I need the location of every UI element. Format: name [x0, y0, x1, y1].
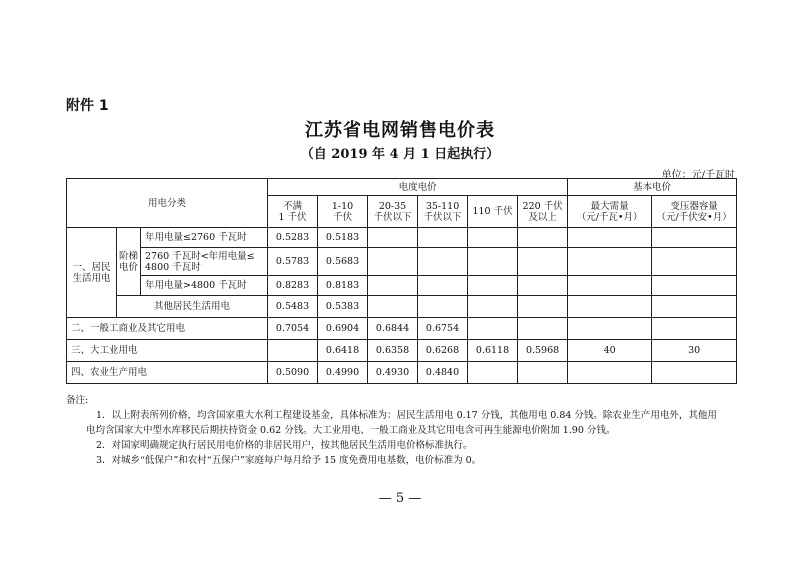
table-row: [67, 318, 737, 340]
table-cell: 0.8183: [318, 276, 368, 296]
tier2-label: 2760 千瓦时<年用电量≤ 4800 千瓦时: [141, 248, 268, 276]
table-row: [67, 276, 737, 296]
table-cell: 0.5968: [518, 340, 568, 362]
note-3: 3．对城乡“低保户”和农村“五保户”家庭每户每月给予 15 度免费用电基数，电价标准为 0。: [96, 455, 482, 466]
agriculture-label: 四、农业生产用电: [67, 362, 268, 384]
basic-price-header: 基本电价: [568, 179, 737, 196]
transformer-capacity-header: 变压器容量 （元/千伏安•月）: [652, 196, 737, 228]
page-number: — 5 —: [378, 491, 422, 506]
industrial-label: 三、大工业用电: [67, 340, 268, 362]
table-cell: 30: [652, 340, 737, 362]
table-cell: 0.6904: [318, 318, 368, 340]
table-cell: 0.5383: [318, 296, 368, 318]
table-cell: 0.5483: [268, 296, 318, 318]
voltage-header-110kv: 110 千伏: [468, 196, 518, 228]
tier3-label: 年用电量>4800 千瓦时: [141, 276, 268, 296]
table-cell: 0.4990: [318, 362, 368, 384]
table-cell: 0.6268: [418, 340, 468, 362]
category-header: 用电分类: [67, 179, 268, 228]
voltage-header-20-35kv: 20-35 千伏以下: [368, 196, 418, 228]
table-row: [67, 362, 737, 384]
table-row: [67, 296, 737, 318]
table-cell: 0.6118: [468, 340, 518, 362]
voltage-header-under-1kv: 不满 1 千伏: [268, 196, 318, 228]
max-demand-header: 最大需量 （元/千瓦•月）: [568, 196, 652, 228]
voltage-header-35-110kv: 35-110 千伏以下: [418, 196, 468, 228]
notes-heading: 备注:: [66, 395, 89, 406]
note-1-line-2: 电均含国家大中型水库移民后期扶持资金 0.62 分钱。大工业用电、一般工商业及其它用电含可再生能源电价附加 1.90 分钱。: [86, 425, 616, 436]
table-row: [67, 248, 737, 276]
table-cell: 0.6418: [318, 340, 368, 362]
table-cell: 0.7054: [268, 318, 318, 340]
document-subtitle: （自 2019 年 4 月 1 日起执行）: [300, 147, 500, 162]
table-cell: 0.5283: [268, 228, 318, 248]
notes-section: [66, 393, 736, 468]
table-cell: 0.6754: [418, 318, 468, 340]
table-cell: 0.6844: [368, 318, 418, 340]
tier1-label: 年用电量≤2760 千瓦时: [141, 228, 268, 248]
table-row: [67, 228, 737, 248]
commercial-label: 二、一般工商业及其它用电: [67, 318, 268, 340]
other-residential-label: 其他居民生活用电: [117, 296, 268, 318]
tier-price-label: 阶梯 电价: [117, 228, 141, 296]
note-1-line-1: 1．以上附表所列价格，均含国家重大水利工程建设基金，具体标准为：居民生活用电 0.17 分钱，其他用电 0.84 分钱。除农业生产用电外，其他用: [96, 410, 717, 421]
table-cell: 0.5090: [268, 362, 318, 384]
unit-label: 单位：元/千瓦时: [661, 170, 735, 181]
attachment-label: 附件 1: [66, 98, 109, 114]
voltage-header-1-10kv: 1-10 千伏: [318, 196, 368, 228]
document-title: 江苏省电网销售电价表: [305, 120, 495, 141]
tariff-table: [66, 178, 737, 384]
residential-group-label: 一、居民 生活用电: [67, 228, 117, 318]
table-cell: 0.4840: [418, 362, 468, 384]
note-2: 2．对国家明确规定执行居民用电价格的非居民用户，按其他居民生活用电价格标准执行。: [96, 440, 473, 451]
table-cell: 0.5683: [318, 248, 368, 276]
table-row: [67, 340, 737, 362]
table-cell: 0.8283: [268, 276, 318, 296]
table-cell: 0.5783: [268, 248, 318, 276]
voltage-header-220kv: 220 千伏 及以上: [518, 196, 568, 228]
header-row-1: [67, 179, 737, 196]
energy-price-header: 电度电价: [268, 179, 568, 196]
table-cell: 0.6358: [368, 340, 418, 362]
table-cell: 40: [568, 340, 652, 362]
table-cell: 0.5183: [318, 228, 368, 248]
table-cell: 0.4930: [368, 362, 418, 384]
